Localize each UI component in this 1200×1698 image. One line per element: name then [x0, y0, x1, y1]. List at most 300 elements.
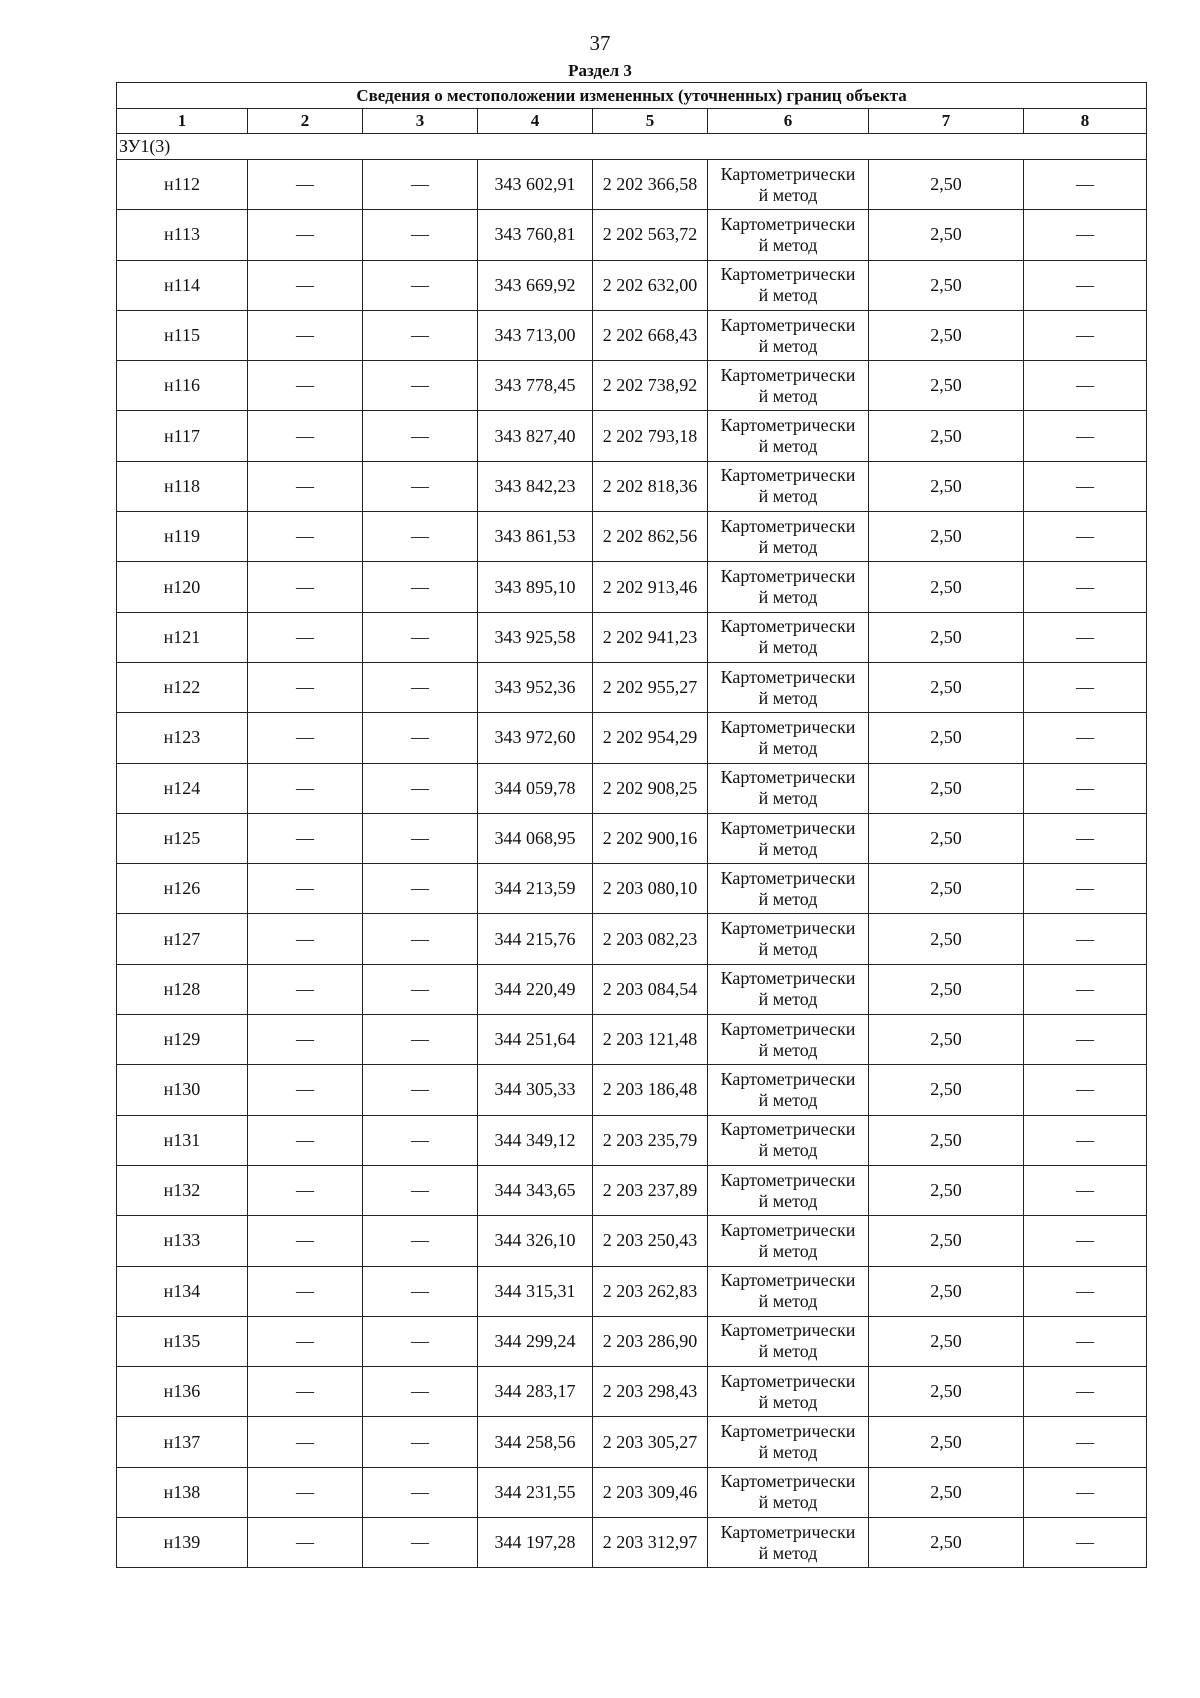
table-row [117, 562, 1147, 612]
column-3-cell: — [363, 310, 478, 360]
method-line: Картометрически [720, 918, 856, 939]
method-line: й метод [758, 385, 818, 406]
method-cell [708, 914, 869, 964]
point-number-cell: н139 [117, 1518, 248, 1568]
method-line: й метод [758, 737, 818, 758]
method-line: й метод [758, 1492, 818, 1513]
y-coordinate-cell: 2 203 237,89 [593, 1165, 708, 1215]
table-row [117, 1015, 1147, 1065]
point-number-cell: н117 [117, 411, 248, 461]
method-line: Картометрически [720, 264, 856, 285]
column-8-cell: — [1024, 1316, 1147, 1366]
table-row [117, 260, 1147, 310]
y-coordinate-cell: 2 203 262,83 [593, 1266, 708, 1316]
column-3-cell: — [363, 1417, 478, 1467]
accuracy-cell: 2,50 [869, 512, 1024, 562]
method-cell [708, 512, 869, 562]
method-cell [708, 763, 869, 813]
point-number-cell: н130 [117, 1065, 248, 1115]
table-row [117, 964, 1147, 1014]
point-number-cell: н132 [117, 1165, 248, 1215]
column-3-cell: — [363, 512, 478, 562]
method-line: й метод [758, 486, 818, 507]
column-2-cell: — [248, 713, 363, 763]
x-coordinate-cell: 344 315,31 [478, 1266, 593, 1316]
column-8-cell: — [1024, 1266, 1147, 1316]
method-line: й метод [758, 234, 818, 255]
y-coordinate-cell: 2 202 563,72 [593, 210, 708, 260]
point-number-cell: н124 [117, 763, 248, 813]
y-coordinate-cell: 2 202 366,58 [593, 160, 708, 210]
column-3-cell: — [363, 1165, 478, 1215]
method-line: Картометрически [720, 1370, 856, 1391]
point-number-cell: н113 [117, 210, 248, 260]
table-row [117, 1367, 1147, 1417]
column-3-cell: — [363, 662, 478, 712]
column-3-cell: — [363, 562, 478, 612]
method-line: Картометрически [720, 1270, 856, 1291]
column-3-cell: — [363, 1367, 478, 1417]
x-coordinate-cell: 344 258,56 [478, 1417, 593, 1467]
x-coordinate-cell: 344 343,65 [478, 1165, 593, 1215]
column-2-cell: — [248, 562, 363, 612]
y-coordinate-cell: 2 202 738,92 [593, 361, 708, 411]
method-line: Картометрически [720, 1320, 856, 1341]
table-row [117, 512, 1147, 562]
accuracy-cell: 2,50 [869, 210, 1024, 260]
table-row [117, 864, 1147, 914]
column-8-cell: — [1024, 763, 1147, 813]
method-cell [708, 1115, 869, 1165]
method-line: Картометрически [720, 515, 856, 536]
y-coordinate-cell: 2 202 793,18 [593, 411, 708, 461]
table-row [117, 361, 1147, 411]
column-2-cell: — [248, 813, 363, 863]
point-number-cell: н115 [117, 310, 248, 360]
column-3-cell: — [363, 1518, 478, 1568]
table-row [117, 1065, 1147, 1115]
method-line: Картометрически [720, 817, 856, 838]
column-2-cell: — [248, 461, 363, 511]
point-number-cell: н131 [117, 1115, 248, 1165]
column-3-cell: — [363, 1316, 478, 1366]
method-line: Картометрически [720, 314, 856, 335]
table-row [117, 713, 1147, 763]
method-line: Картометрически [720, 1068, 856, 1089]
table-row [117, 310, 1147, 360]
point-number-cell: н136 [117, 1367, 248, 1417]
column-8-cell: — [1024, 813, 1147, 863]
x-coordinate-cell: 344 215,76 [478, 914, 593, 964]
column-3-cell: — [363, 813, 478, 863]
point-number-cell: н116 [117, 361, 248, 411]
column-3-cell: — [363, 763, 478, 813]
x-coordinate-cell: 343 842,23 [478, 461, 593, 511]
x-coordinate-cell: 344 251,64 [478, 1015, 593, 1065]
x-coordinate-cell: 344 305,33 [478, 1065, 593, 1115]
method-line: й метод [758, 1291, 818, 1312]
method-line: Картометрически [720, 1471, 856, 1492]
table-row [117, 1266, 1147, 1316]
point-number-cell: н112 [117, 160, 248, 210]
point-number-cell: н137 [117, 1417, 248, 1467]
accuracy-cell: 2,50 [869, 1367, 1024, 1417]
x-coordinate-cell: 344 349,12 [478, 1115, 593, 1165]
y-coordinate-cell: 2 202 954,29 [593, 713, 708, 763]
method-line: Картометрически [720, 1421, 856, 1442]
column-header: 1 [117, 109, 248, 134]
x-coordinate-cell: 343 861,53 [478, 512, 593, 562]
x-coordinate-cell: 344 283,17 [478, 1367, 593, 1417]
x-coordinate-cell: 343 925,58 [478, 612, 593, 662]
column-3-cell: — [363, 160, 478, 210]
accuracy-cell: 2,50 [869, 260, 1024, 310]
column-8-cell: — [1024, 713, 1147, 763]
column-header: 8 [1024, 109, 1147, 134]
method-line: й метод [758, 1140, 818, 1161]
method-line: й метод [758, 1089, 818, 1110]
point-number-cell: н134 [117, 1266, 248, 1316]
column-8-cell: — [1024, 1115, 1147, 1165]
accuracy-cell: 2,50 [869, 763, 1024, 813]
method-line: Картометрически [720, 1219, 856, 1240]
table-title-row [117, 83, 1147, 109]
point-number-cell: н129 [117, 1015, 248, 1065]
x-coordinate-cell: 344 231,55 [478, 1467, 593, 1517]
x-coordinate-cell: 343 713,00 [478, 310, 593, 360]
accuracy-cell: 2,50 [869, 1518, 1024, 1568]
method-line: й метод [758, 1190, 818, 1211]
boundary-table [116, 82, 1147, 1568]
method-line: Картометрически [720, 867, 856, 888]
y-coordinate-cell: 2 202 668,43 [593, 310, 708, 360]
method-line: й метод [758, 1240, 818, 1261]
column-8-cell: — [1024, 612, 1147, 662]
accuracy-cell: 2,50 [869, 1065, 1024, 1115]
column-3-cell: — [363, 914, 478, 964]
column-8-cell: — [1024, 361, 1147, 411]
method-cell [708, 964, 869, 1014]
column-2-cell: — [248, 1015, 363, 1065]
method-line: Картометрически [720, 666, 856, 687]
column-header: 2 [248, 109, 363, 134]
y-coordinate-cell: 2 202 900,16 [593, 813, 708, 863]
method-line: й метод [758, 587, 818, 608]
point-number-cell: н120 [117, 562, 248, 612]
column-2-cell: — [248, 160, 363, 210]
column-2-cell: — [248, 914, 363, 964]
point-number-cell: н125 [117, 813, 248, 863]
point-number-cell: н121 [117, 612, 248, 662]
accuracy-cell: 2,50 [869, 1165, 1024, 1215]
accuracy-cell: 2,50 [869, 1316, 1024, 1366]
table-row [117, 210, 1147, 260]
x-coordinate-cell: 344 068,95 [478, 813, 593, 863]
method-cell [708, 461, 869, 511]
method-line: й метод [758, 1039, 818, 1060]
method-line: й метод [758, 788, 818, 809]
method-line: й метод [758, 335, 818, 356]
table-row [117, 461, 1147, 511]
column-2-cell: — [248, 1065, 363, 1115]
point-number-cell: н126 [117, 864, 248, 914]
table-row [117, 1518, 1147, 1568]
method-cell [708, 361, 869, 411]
method-line: Картометрически [720, 968, 856, 989]
method-cell [708, 1065, 869, 1115]
column-8-cell: — [1024, 864, 1147, 914]
column-header: 7 [869, 109, 1024, 134]
y-coordinate-cell: 2 203 080,10 [593, 864, 708, 914]
x-coordinate-cell: 343 952,36 [478, 662, 593, 712]
column-8-cell: — [1024, 461, 1147, 511]
column-2-cell: — [248, 763, 363, 813]
column-8-cell: — [1024, 1367, 1147, 1417]
table-row [117, 1115, 1147, 1165]
method-cell [708, 1367, 869, 1417]
column-2-cell: — [248, 964, 363, 1014]
y-coordinate-cell: 2 203 250,43 [593, 1216, 708, 1266]
method-line: й метод [758, 1391, 818, 1412]
column-header: 4 [478, 109, 593, 134]
x-coordinate-cell: 344 197,28 [478, 1518, 593, 1568]
column-3-cell: — [363, 1115, 478, 1165]
x-coordinate-cell: 344 213,59 [478, 864, 593, 914]
method-line: Картометрически [720, 716, 856, 737]
point-number-cell: н118 [117, 461, 248, 511]
x-coordinate-cell: 344 326,10 [478, 1216, 593, 1266]
method-cell [708, 1266, 869, 1316]
accuracy-cell: 2,50 [869, 1266, 1024, 1316]
table-row [117, 411, 1147, 461]
accuracy-cell: 2,50 [869, 1216, 1024, 1266]
method-line: Картометрически [720, 163, 856, 184]
accuracy-cell: 2,50 [869, 310, 1024, 360]
method-line: Картометрически [720, 415, 856, 436]
x-coordinate-cell: 343 778,45 [478, 361, 593, 411]
column-3-cell: — [363, 612, 478, 662]
accuracy-cell: 2,50 [869, 160, 1024, 210]
column-8-cell: — [1024, 914, 1147, 964]
method-line: Картометрически [720, 465, 856, 486]
column-8-cell: — [1024, 160, 1147, 210]
column-2-cell: — [248, 260, 363, 310]
table-title: Сведения о местоположении измененных (уточненных) границ объекта [117, 83, 1147, 109]
group-row [117, 134, 1147, 160]
accuracy-cell: 2,50 [869, 461, 1024, 511]
method-cell [708, 160, 869, 210]
column-3-cell: — [363, 1467, 478, 1517]
column-8-cell: — [1024, 662, 1147, 712]
accuracy-cell: 2,50 [869, 662, 1024, 712]
column-8-cell: — [1024, 310, 1147, 360]
method-line: Картометрически [720, 1521, 856, 1542]
point-number-cell: н114 [117, 260, 248, 310]
column-2-cell: — [248, 1518, 363, 1568]
section-title: Раздел 3 [568, 61, 632, 80]
column-2-cell: — [248, 1216, 363, 1266]
y-coordinate-cell: 2 203 286,90 [593, 1316, 708, 1366]
column-3-cell: — [363, 964, 478, 1014]
column-3-cell: — [363, 1216, 478, 1266]
method-line: й метод [758, 939, 818, 960]
column-8-cell: — [1024, 210, 1147, 260]
point-number-cell: н135 [117, 1316, 248, 1366]
column-8-cell: — [1024, 1467, 1147, 1517]
x-coordinate-cell: 344 220,49 [478, 964, 593, 1014]
y-coordinate-cell: 2 202 955,27 [593, 662, 708, 712]
y-coordinate-cell: 2 202 818,36 [593, 461, 708, 511]
table-row [117, 160, 1147, 210]
column-3-cell: — [363, 864, 478, 914]
column-8-cell: — [1024, 1065, 1147, 1115]
x-coordinate-cell: 343 760,81 [478, 210, 593, 260]
method-line: Картометрически [720, 616, 856, 637]
x-coordinate-cell: 343 972,60 [478, 713, 593, 763]
column-2-cell: — [248, 1266, 363, 1316]
column-3-cell: — [363, 1015, 478, 1065]
column-8-cell: — [1024, 411, 1147, 461]
method-line: й метод [758, 637, 818, 658]
method-line: й метод [758, 536, 818, 557]
column-8-cell: — [1024, 512, 1147, 562]
column-3-cell: — [363, 461, 478, 511]
group-label: ЗУ1(3) [117, 134, 1147, 160]
x-coordinate-cell: 343 827,40 [478, 411, 593, 461]
accuracy-cell: 2,50 [869, 1467, 1024, 1517]
method-line: Картометрически [720, 767, 856, 788]
column-2-cell: — [248, 361, 363, 411]
method-line: й метод [758, 1341, 818, 1362]
y-coordinate-cell: 2 202 941,23 [593, 612, 708, 662]
column-3-cell: — [363, 411, 478, 461]
table-row [117, 763, 1147, 813]
table-row [117, 1316, 1147, 1366]
point-number-cell: н128 [117, 964, 248, 1014]
y-coordinate-cell: 2 203 186,48 [593, 1065, 708, 1115]
column-header: 6 [708, 109, 869, 134]
column-8-cell: — [1024, 1417, 1147, 1467]
y-coordinate-cell: 2 203 305,27 [593, 1417, 708, 1467]
method-cell [708, 813, 869, 863]
y-coordinate-cell: 2 203 084,54 [593, 964, 708, 1014]
method-line: й метод [758, 838, 818, 859]
column-3-cell: — [363, 713, 478, 763]
point-number-cell: н122 [117, 662, 248, 712]
accuracy-cell: 2,50 [869, 964, 1024, 1014]
column-2-cell: — [248, 1467, 363, 1517]
method-cell [708, 612, 869, 662]
table-body [117, 134, 1147, 1568]
column-header-row [117, 109, 1147, 134]
method-cell [708, 260, 869, 310]
point-number-cell: н119 [117, 512, 248, 562]
method-cell [708, 1216, 869, 1266]
method-line: Картометрически [720, 1119, 856, 1140]
column-2-cell: — [248, 1417, 363, 1467]
column-8-cell: — [1024, 964, 1147, 1014]
column-2-cell: — [248, 1367, 363, 1417]
column-2-cell: — [248, 411, 363, 461]
column-2-cell: — [248, 1165, 363, 1215]
method-cell [708, 1467, 869, 1517]
point-number-cell: н138 [117, 1467, 248, 1517]
method-cell [708, 562, 869, 612]
method-line: Картометрически [720, 213, 856, 234]
column-3-cell: — [363, 1065, 478, 1115]
x-coordinate-cell: 343 602,91 [478, 160, 593, 210]
method-line: й метод [758, 888, 818, 909]
method-cell [708, 662, 869, 712]
table-row [117, 1417, 1147, 1467]
column-3-cell: — [363, 210, 478, 260]
method-line: й метод [758, 1542, 818, 1563]
column-2-cell: — [248, 612, 363, 662]
accuracy-cell: 2,50 [869, 411, 1024, 461]
column-8-cell: — [1024, 1216, 1147, 1266]
table-row [117, 662, 1147, 712]
method-cell [708, 1015, 869, 1065]
column-2-cell: — [248, 864, 363, 914]
accuracy-cell: 2,50 [869, 361, 1024, 411]
method-line: Картометрически [720, 566, 856, 587]
method-cell [708, 713, 869, 763]
table-row [117, 914, 1147, 964]
method-line: Картометрически [720, 1018, 856, 1039]
table-row [117, 1216, 1147, 1266]
point-number-cell: н123 [117, 713, 248, 763]
table-row [117, 1467, 1147, 1517]
column-2-cell: — [248, 662, 363, 712]
method-cell [708, 1165, 869, 1215]
y-coordinate-cell: 2 203 082,23 [593, 914, 708, 964]
column-8-cell: — [1024, 260, 1147, 310]
column-8-cell: — [1024, 562, 1147, 612]
point-number-cell: н127 [117, 914, 248, 964]
column-header: 5 [593, 109, 708, 134]
method-cell [708, 210, 869, 260]
table-row [117, 612, 1147, 662]
column-2-cell: — [248, 1316, 363, 1366]
column-8-cell: — [1024, 1015, 1147, 1065]
y-coordinate-cell: 2 203 312,97 [593, 1518, 708, 1568]
method-line: Картометрически [720, 364, 856, 385]
y-coordinate-cell: 2 202 862,56 [593, 512, 708, 562]
y-coordinate-cell: 2 203 298,43 [593, 1367, 708, 1417]
table-row [117, 813, 1147, 863]
method-cell [708, 310, 869, 360]
method-line: й метод [758, 184, 818, 205]
y-coordinate-cell: 2 203 309,46 [593, 1467, 708, 1517]
table-row [117, 1165, 1147, 1215]
method-line: й метод [758, 1442, 818, 1463]
column-3-cell: — [363, 361, 478, 411]
method-cell [708, 1417, 869, 1467]
column-2-cell: — [248, 210, 363, 260]
column-3-cell: — [363, 260, 478, 310]
accuracy-cell: 2,50 [869, 1115, 1024, 1165]
page-number: 37 [589, 31, 611, 55]
column-2-cell: — [248, 310, 363, 360]
y-coordinate-cell: 2 203 235,79 [593, 1115, 708, 1165]
method-line: й метод [758, 285, 818, 306]
column-header: 3 [363, 109, 478, 134]
column-2-cell: — [248, 1115, 363, 1165]
accuracy-cell: 2,50 [869, 1015, 1024, 1065]
y-coordinate-cell: 2 202 913,46 [593, 562, 708, 612]
method-line: й метод [758, 436, 818, 457]
column-2-cell: — [248, 512, 363, 562]
